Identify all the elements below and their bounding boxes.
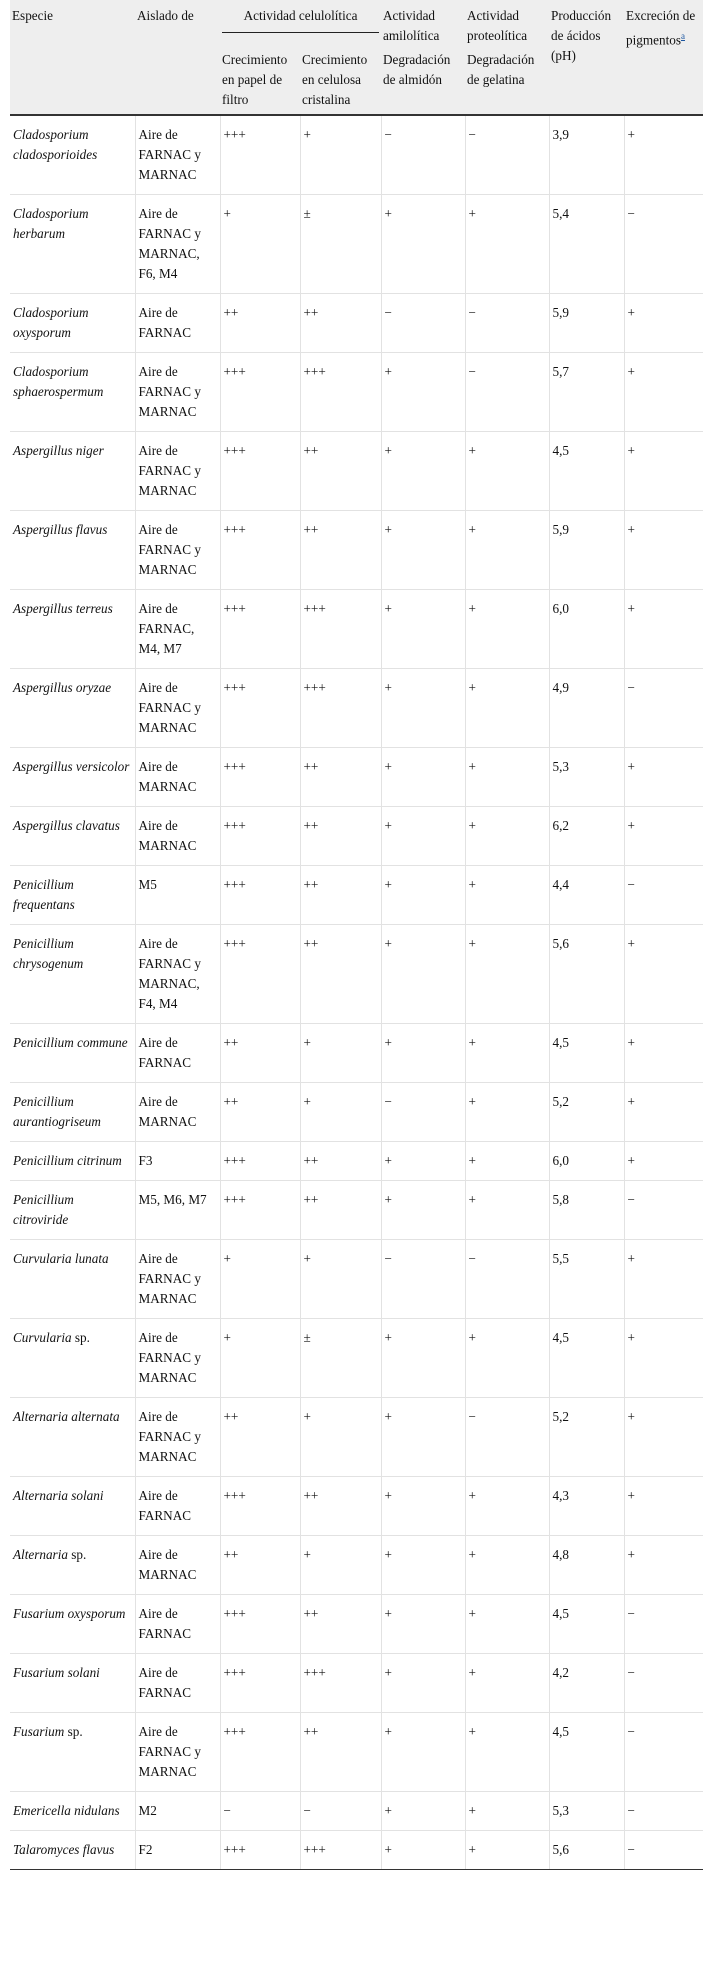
cell-ph: 5,6 xyxy=(549,1831,624,1870)
cell-celulosa: ++ xyxy=(300,1477,381,1536)
cell-pigmento: − xyxy=(624,1792,703,1831)
cell-especie xyxy=(10,1240,135,1319)
cell-almidon: + xyxy=(381,1713,465,1792)
cell-pigmento: − xyxy=(624,1181,703,1240)
cell-gelatina: + xyxy=(465,590,549,669)
cell-pigmento: − xyxy=(624,866,703,925)
cell-celulosa: + xyxy=(300,1024,381,1083)
cell-especie xyxy=(10,1024,135,1083)
cell-celulosa: +++ xyxy=(300,1654,381,1713)
cell-almidon: + xyxy=(381,590,465,669)
cell-pigmento: + xyxy=(624,115,703,195)
species-name: Curvularia xyxy=(13,1330,72,1345)
cell-pigmento: − xyxy=(624,669,703,748)
cell-ph: 5,3 xyxy=(549,1792,624,1831)
cell-pigmento: + xyxy=(624,1319,703,1398)
cell-especie xyxy=(10,748,135,807)
cell-aislado: Aire de FARNAC xyxy=(135,1024,220,1083)
cell-ph: 6,0 xyxy=(549,1142,624,1181)
cell-almidon: + xyxy=(381,353,465,432)
cell-celulosa: ++ xyxy=(300,432,381,511)
cell-especie xyxy=(10,669,135,748)
cell-ph: 4,3 xyxy=(549,1477,624,1536)
table-row xyxy=(10,353,703,432)
cell-almidon: + xyxy=(381,807,465,866)
cell-aislado: Aire de FARNAC y MARNAC, F4, M4 xyxy=(135,925,220,1024)
table-header xyxy=(10,0,703,115)
cell-aislado: Aire de MARNAC xyxy=(135,1083,220,1142)
cell-ph: 5,4 xyxy=(549,195,624,294)
cell-almidon: + xyxy=(381,1319,465,1398)
cell-especie xyxy=(10,1831,135,1870)
species-name: Cladosporium sphaerospermum xyxy=(13,364,104,399)
cell-celulosa: ++ xyxy=(300,1181,381,1240)
cell-aislado: Aire de FARNAC xyxy=(135,1595,220,1654)
cell-almidon: + xyxy=(381,866,465,925)
table-row xyxy=(10,1240,703,1319)
species-name: Aspergillus flavus xyxy=(13,522,108,537)
cell-papel: +++ xyxy=(220,1654,300,1713)
cell-gelatina: + xyxy=(465,1654,549,1713)
cell-papel: +++ xyxy=(220,866,300,925)
cell-ph: 5,2 xyxy=(549,1083,624,1142)
species-suffix: sp. xyxy=(67,1547,87,1562)
table-row xyxy=(10,1654,703,1713)
cell-celulosa: ++ xyxy=(300,748,381,807)
header-excrecion-pigmentos xyxy=(624,0,703,115)
cell-pigmento: + xyxy=(624,1536,703,1595)
species-name: Penicillium chrysogenum xyxy=(13,936,84,971)
cell-celulosa: ± xyxy=(300,195,381,294)
cell-especie xyxy=(10,1083,135,1142)
cell-papel: − xyxy=(220,1792,300,1831)
cell-almidon: − xyxy=(381,1240,465,1319)
species-name: Cladosporium cladosporioides xyxy=(13,127,98,162)
species-name: Aspergillus versicolor xyxy=(13,759,130,774)
cell-aislado: Aire de FARNAC xyxy=(135,1654,220,1713)
cell-ph: 5,6 xyxy=(549,925,624,1024)
cell-pigmento: + xyxy=(624,1477,703,1536)
table-row xyxy=(10,1792,703,1831)
cell-celulosa: ++ xyxy=(300,807,381,866)
cell-aislado: Aire de FARNAC xyxy=(135,294,220,353)
cell-papel: +++ xyxy=(220,590,300,669)
cell-gelatina: + xyxy=(465,1713,549,1792)
table-row xyxy=(10,432,703,511)
cell-gelatina: + xyxy=(465,511,549,590)
cell-celulosa: ++ xyxy=(300,1595,381,1654)
header-actividad-celulolitica xyxy=(220,0,381,50)
cell-pigmento: + xyxy=(624,353,703,432)
table-row xyxy=(10,1083,703,1142)
cell-papel: ++ xyxy=(220,294,300,353)
cell-ph: 4,5 xyxy=(549,1024,624,1083)
cell-gelatina: + xyxy=(465,748,549,807)
species-name: Talaromyces flavus xyxy=(13,1842,115,1857)
species-name: Penicillium commune xyxy=(13,1035,128,1050)
cell-especie xyxy=(10,1536,135,1595)
cell-pigmento: + xyxy=(624,511,703,590)
cell-papel: ++ xyxy=(220,1398,300,1477)
header-especie: Especie xyxy=(12,8,54,23)
cell-pigmento: + xyxy=(624,807,703,866)
table-row xyxy=(10,1595,703,1654)
cell-pigmento: + xyxy=(624,1024,703,1083)
table-row xyxy=(10,590,703,669)
cell-gelatina: + xyxy=(465,432,549,511)
cell-ph: 6,2 xyxy=(549,807,624,866)
cell-papel: ++ xyxy=(220,1536,300,1595)
cell-papel: +++ xyxy=(220,748,300,807)
cell-ph: 5,7 xyxy=(549,353,624,432)
header-crecimiento-celulosa: Crecimiento en celulosa cristalina xyxy=(302,52,368,107)
table-row xyxy=(10,1181,703,1240)
cell-especie xyxy=(10,294,135,353)
cell-ph: 5,5 xyxy=(549,1240,624,1319)
cell-ph: 4,5 xyxy=(549,1713,624,1792)
header-aislado: Aislado de xyxy=(137,8,194,23)
group-divider xyxy=(222,32,379,33)
table-row xyxy=(10,669,703,748)
cell-papel: + xyxy=(220,195,300,294)
cell-aislado: Aire de MARNAC xyxy=(135,1536,220,1595)
table-row xyxy=(10,1536,703,1595)
cell-pigmento: − xyxy=(624,1713,703,1792)
cell-aislado: Aire de FARNAC y MARNAC xyxy=(135,1319,220,1398)
species-name: Aspergillus niger xyxy=(13,443,104,458)
table-row xyxy=(10,511,703,590)
cell-aislado: Aire de FARNAC y MARNAC xyxy=(135,511,220,590)
cell-papel: +++ xyxy=(220,669,300,748)
cell-celulosa: ± xyxy=(300,1319,381,1398)
cell-almidon: + xyxy=(381,748,465,807)
fungi-activity-table xyxy=(10,0,703,1870)
cell-papel: + xyxy=(220,1240,300,1319)
table-row xyxy=(10,1477,703,1536)
cell-pigmento: − xyxy=(624,1654,703,1713)
cell-pigmento: − xyxy=(624,195,703,294)
cell-celulosa: + xyxy=(300,115,381,195)
cell-celulosa: +++ xyxy=(300,1831,381,1870)
table-row xyxy=(10,1024,703,1083)
cell-pigmento: + xyxy=(624,590,703,669)
cell-gelatina: + xyxy=(465,1024,549,1083)
cell-aislado: M5, M6, M7 xyxy=(135,1181,220,1240)
cell-papel: +++ xyxy=(220,925,300,1024)
table-row xyxy=(10,1142,703,1181)
species-name: Penicillium aurantiogriseum xyxy=(13,1094,101,1129)
table-row xyxy=(10,115,703,195)
cell-gelatina: − xyxy=(465,1240,549,1319)
cell-pigmento: + xyxy=(624,432,703,511)
cell-gelatina: + xyxy=(465,1831,549,1870)
cell-gelatina: + xyxy=(465,1083,549,1142)
species-name: Aspergillus clavatus xyxy=(13,818,120,833)
cell-gelatina: − xyxy=(465,353,549,432)
header-degradacion-gelatina: Degradación de gelatina xyxy=(467,52,535,87)
table-row xyxy=(10,807,703,866)
cell-especie xyxy=(10,1181,135,1240)
cell-papel: ++ xyxy=(220,1083,300,1142)
cell-pigmento: + xyxy=(624,294,703,353)
cell-aislado: Aire de FARNAC y MARNAC xyxy=(135,115,220,195)
cell-pigmento: − xyxy=(624,1831,703,1870)
cell-aislado: Aire de FARNAC xyxy=(135,1477,220,1536)
cell-gelatina: + xyxy=(465,1181,549,1240)
cell-aislado: Aire de FARNAC y MARNAC xyxy=(135,1713,220,1792)
cell-ph: 5,3 xyxy=(549,748,624,807)
cell-gelatina: + xyxy=(465,1792,549,1831)
cell-gelatina: − xyxy=(465,115,549,195)
species-suffix: sp. xyxy=(64,1724,83,1739)
cell-papel: +++ xyxy=(220,511,300,590)
cell-celulosa: ++ xyxy=(300,294,381,353)
cell-especie xyxy=(10,115,135,195)
species-name: Fusarium solani xyxy=(13,1665,100,1680)
cell-gelatina: − xyxy=(465,294,549,353)
cell-papel: ++ xyxy=(220,1024,300,1083)
cell-aislado: Aire de FARNAC y MARNAC xyxy=(135,432,220,511)
cell-especie xyxy=(10,925,135,1024)
cell-pigmento: + xyxy=(624,748,703,807)
header-degradacion-almidon: Degradación de almidón xyxy=(383,52,451,87)
cell-ph: 4,8 xyxy=(549,1536,624,1595)
cell-gelatina: + xyxy=(465,1536,549,1595)
species-name: Curvularia lunata xyxy=(13,1251,109,1266)
table-row xyxy=(10,1713,703,1792)
cell-pigmento: + xyxy=(624,1398,703,1477)
table-row xyxy=(10,925,703,1024)
cell-papel: +++ xyxy=(220,1595,300,1654)
cell-papel: +++ xyxy=(220,807,300,866)
cell-ph: 4,9 xyxy=(549,669,624,748)
species-name: Penicillium frequentans xyxy=(13,877,75,912)
table-body xyxy=(10,115,703,1870)
cell-papel: +++ xyxy=(220,1142,300,1181)
cell-celulosa: +++ xyxy=(300,669,381,748)
cell-almidon: + xyxy=(381,1536,465,1595)
table-row xyxy=(10,1398,703,1477)
cell-celulosa: + xyxy=(300,1240,381,1319)
cell-celulosa: ++ xyxy=(300,511,381,590)
species-name: Cladosporium oxysporum xyxy=(13,305,89,340)
cell-especie xyxy=(10,1713,135,1792)
cell-gelatina: + xyxy=(465,1595,549,1654)
cell-especie xyxy=(10,1319,135,1398)
cell-aislado: Aire de FARNAC, M4, M7 xyxy=(135,590,220,669)
cell-ph: 3,9 xyxy=(549,115,624,195)
cell-almidon: + xyxy=(381,1142,465,1181)
cell-papel: +++ xyxy=(220,115,300,195)
cell-gelatina: + xyxy=(465,669,549,748)
table-row xyxy=(10,1831,703,1870)
cell-ph: 4,5 xyxy=(549,432,624,511)
cell-papel: +++ xyxy=(220,1831,300,1870)
table-row xyxy=(10,866,703,925)
cell-celulosa: ++ xyxy=(300,1142,381,1181)
cell-ph: 5,8 xyxy=(549,1181,624,1240)
header-produccion-acidos: Producción de ácidos (pH) xyxy=(551,8,612,63)
cell-aislado: Aire de MARNAC xyxy=(135,748,220,807)
cell-almidon: + xyxy=(381,1595,465,1654)
header-pigmentos-label: Excreción de pigmentos xyxy=(626,8,696,48)
cell-aislado: F3 xyxy=(135,1142,220,1181)
cell-pigmento: + xyxy=(624,1240,703,1319)
cell-ph: 5,2 xyxy=(549,1398,624,1477)
table-row xyxy=(10,195,703,294)
cell-ph: 5,9 xyxy=(549,294,624,353)
species-name: Alternaria alternata xyxy=(13,1409,120,1424)
cell-especie xyxy=(10,866,135,925)
cell-almidon: + xyxy=(381,195,465,294)
cell-almidon: + xyxy=(381,1024,465,1083)
cell-almidon: + xyxy=(381,511,465,590)
cell-aislado: Aire de FARNAC y MARNAC xyxy=(135,353,220,432)
cell-papel: +++ xyxy=(220,1713,300,1792)
footnote-link-a[interactable]: a xyxy=(680,31,685,41)
table-row xyxy=(10,294,703,353)
cell-celulosa: ++ xyxy=(300,925,381,1024)
cell-pigmento: − xyxy=(624,1595,703,1654)
cell-aislado: Aire de FARNAC y MARNAC xyxy=(135,1398,220,1477)
cell-gelatina: + xyxy=(465,1142,549,1181)
header-crecimiento-papel: Crecimiento en papel de filtro xyxy=(222,52,288,107)
cell-celulosa: + xyxy=(300,1398,381,1477)
cell-ph: 4,5 xyxy=(549,1595,624,1654)
cell-ph: 6,0 xyxy=(549,590,624,669)
cell-especie xyxy=(10,1654,135,1713)
cell-papel: +++ xyxy=(220,1181,300,1240)
species-name: Alternaria xyxy=(13,1547,68,1562)
cell-pigmento: + xyxy=(624,1083,703,1142)
cell-celulosa: ++ xyxy=(300,1713,381,1792)
cell-especie xyxy=(10,1398,135,1477)
cell-celulosa: + xyxy=(300,1536,381,1595)
cell-almidon: − xyxy=(381,294,465,353)
cell-ph: 5,9 xyxy=(549,511,624,590)
cell-gelatina: − xyxy=(465,1398,549,1477)
cell-gelatina: + xyxy=(465,1319,549,1398)
cell-celulosa: +++ xyxy=(300,353,381,432)
cell-ph: 4,2 xyxy=(549,1654,624,1713)
cell-celulosa: + xyxy=(300,1083,381,1142)
cell-ph: 4,4 xyxy=(549,866,624,925)
cell-almidon: + xyxy=(381,669,465,748)
cell-papel: + xyxy=(220,1319,300,1398)
cell-almidon: + xyxy=(381,1398,465,1477)
species-name: Penicillium citroviride xyxy=(13,1192,74,1227)
cell-especie xyxy=(10,432,135,511)
cell-papel: +++ xyxy=(220,432,300,511)
header-actividad-proteolitica: Actividad proteolítica xyxy=(467,8,528,43)
species-name: Aspergillus terreus xyxy=(13,601,113,616)
cell-almidon: + xyxy=(381,1181,465,1240)
cell-almidon: + xyxy=(381,1792,465,1831)
cell-especie xyxy=(10,353,135,432)
cell-especie xyxy=(10,1142,135,1181)
cell-especie xyxy=(10,590,135,669)
species-name: Penicillium citrinum xyxy=(13,1153,122,1168)
cell-gelatina: + xyxy=(465,866,549,925)
cell-almidon: − xyxy=(381,1083,465,1142)
cell-almidon: + xyxy=(381,1654,465,1713)
cell-celulosa: +++ xyxy=(300,590,381,669)
cell-aislado: F2 xyxy=(135,1831,220,1870)
cell-aislado: Aire de FARNAC y MARNAC, F6, M4 xyxy=(135,195,220,294)
cell-gelatina: + xyxy=(465,807,549,866)
cell-ph: 4,5 xyxy=(549,1319,624,1398)
cell-especie xyxy=(10,1595,135,1654)
cell-aislado: M2 xyxy=(135,1792,220,1831)
cell-especie xyxy=(10,195,135,294)
cell-papel: +++ xyxy=(220,1477,300,1536)
cell-aislado: Aire de FARNAC y MARNAC xyxy=(135,1240,220,1319)
cell-aislado: Aire de MARNAC xyxy=(135,807,220,866)
header-celulolitica-label: Actividad celulolítica xyxy=(243,8,358,23)
species-name: Fusarium oxysporum xyxy=(13,1606,126,1621)
table-row xyxy=(10,748,703,807)
cell-almidon: + xyxy=(381,1831,465,1870)
cell-gelatina: + xyxy=(465,195,549,294)
species-name: Cladosporium herbarum xyxy=(13,206,89,241)
cell-almidon: + xyxy=(381,925,465,1024)
cell-aislado: Aire de FARNAC y MARNAC xyxy=(135,669,220,748)
cell-aislado: M5 xyxy=(135,866,220,925)
cell-almidon: + xyxy=(381,432,465,511)
cell-pigmento: + xyxy=(624,925,703,1024)
cell-gelatina: + xyxy=(465,925,549,1024)
header-actividad-amilolitica: Actividad amilolítica xyxy=(383,8,440,43)
cell-papel: +++ xyxy=(220,353,300,432)
species-suffix: sp. xyxy=(71,1330,90,1345)
cell-pigmento: + xyxy=(624,1142,703,1181)
cell-especie xyxy=(10,1477,135,1536)
cell-especie xyxy=(10,807,135,866)
cell-gelatina: + xyxy=(465,1477,549,1536)
cell-especie xyxy=(10,511,135,590)
cell-almidon: − xyxy=(381,115,465,195)
cell-especie xyxy=(10,1792,135,1831)
species-name: Fusarium xyxy=(13,1724,65,1739)
cell-celulosa: ++ xyxy=(300,866,381,925)
species-name: Emericella nidulans xyxy=(13,1803,120,1818)
species-name: Aspergillus oryzae xyxy=(13,680,112,695)
cell-almidon: + xyxy=(381,1477,465,1536)
table-row xyxy=(10,1319,703,1398)
species-name: Alternaria solani xyxy=(13,1488,104,1503)
cell-celulosa: − xyxy=(300,1792,381,1831)
